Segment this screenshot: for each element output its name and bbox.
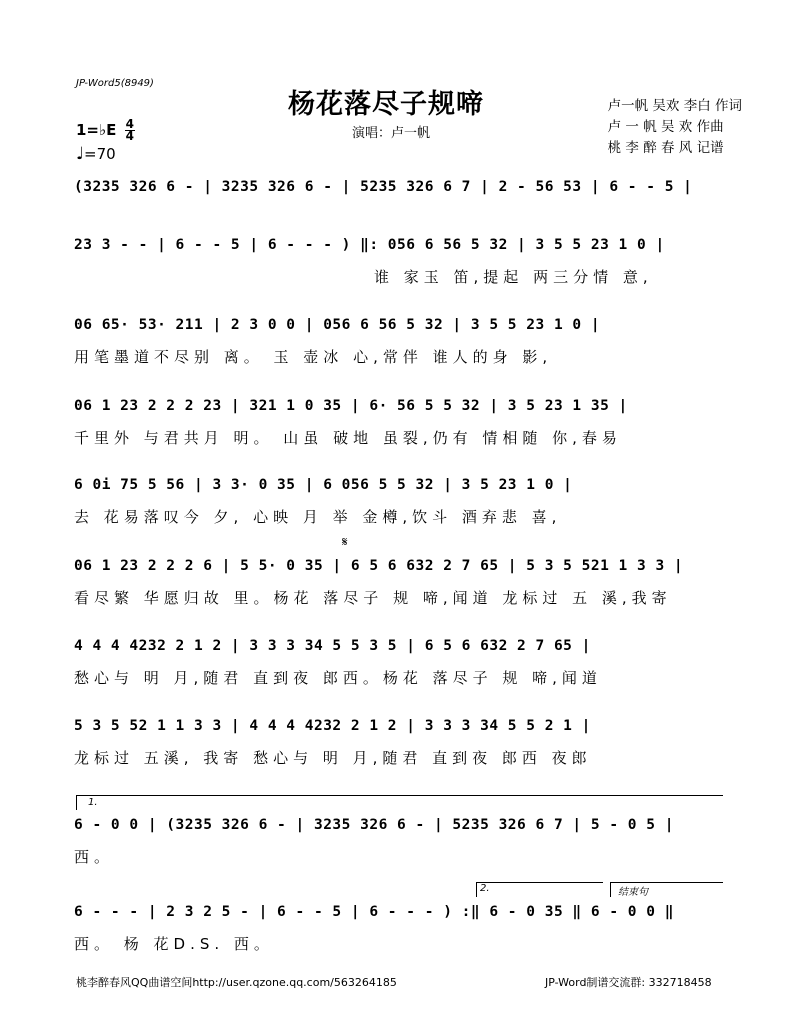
volta-2-bracket: [476, 882, 603, 897]
volta-1-bracket: [76, 795, 723, 810]
volta-1-label: 1.: [88, 797, 98, 808]
notation-line: 5 3 5 52 1 1 3 3 | 4 4 4 4232 2 1 2 | 3 3 3 34 5 5 2 1 |: [74, 718, 591, 734]
quarter-note-icon: ♩: [76, 144, 85, 164]
lyrics-line: 千里外 与君共月 明。 山虽 破地 虽裂,仍有 情相随 你,春易: [74, 429, 622, 447]
notation-line: 4 4 4 4232 2 1 2 | 3 3 3 34 5 5 3 5 | 6 5 6 632 2 7 65 |: [74, 638, 591, 654]
transcriber-credit: 桃 李 醉 春 风 记谱: [607, 140, 724, 156]
lyrics-line: 谁 家玉 笛,提起 两三分情 意,: [374, 268, 653, 286]
footer-group: JP-Word制谱交流群: 332718458: [545, 976, 712, 989]
key-prefix: 1=: [76, 121, 100, 139]
lyrics-line: 西。 杨 花D.S. 西。: [74, 935, 274, 953]
lyricist-credit: 卢一帆 吴欢 李白 作词: [607, 98, 742, 114]
lyrics-line: 看尽繁 华愿归故 里。杨花 落尽子 规 啼,闻道 龙标过 五 溪,我寄: [74, 589, 672, 607]
key-note: ♭E: [99, 121, 117, 139]
notation-line: 06 1 23 2 2 2 23 | 321 1 0 35 | 6· 56 5 5 32 | 3 5 23 1 35 |: [74, 398, 628, 414]
credits-block: [608, 96, 742, 159]
notation-line: 06 65· 53· 211 | 2 3 0 0 | 056 6 56 5 32 | 3 5 5 23 1 0 |: [74, 317, 601, 333]
tempo-marking: [76, 144, 116, 164]
notation-line: 6 - - - | 2 3 2 5 - | 6 - - 5 | 6 - - - ) :‖ 6 - 0 35 ‖ 6 - 0 0 ‖: [74, 904, 674, 920]
time-bottom: 4: [125, 129, 134, 143]
song-title: 杨花落尽子规啼: [288, 89, 484, 120]
singer-credit: 演唱：卢一帆: [352, 126, 431, 141]
software-label: JP-Word5(8949): [76, 78, 154, 89]
notation-line: 23 3 - - | 6 - - 5 | 6 - - - ) ‖: 056 6 56 5 32 | 3 5 5 23 1 0 |: [74, 237, 665, 253]
ending-label: 结束句: [618, 887, 648, 898]
tempo-value: =70: [84, 145, 116, 163]
composer-credit: 卢 一 帆 吴 欢 作曲: [607, 119, 724, 135]
time-signature: [125, 119, 135, 142]
notation-line: 6 - 0 0 | (3235 326 6 - | 3235 326 6 - | 5235 326 6 7 | 5 - 0 5 |: [74, 817, 674, 833]
notation-line: (3235 326 6 - | 3235 326 6 - | 5235 326 6 7 | 2 - 56 53 | 6 - - 5 |: [74, 179, 693, 195]
time-top: 4: [125, 117, 134, 131]
segno-sign: 𝄋: [342, 535, 348, 550]
lyrics-line: 西。: [74, 848, 115, 866]
lyrics-line: 去 花易落叹今 夕, 心映 月 举 金樽,饮斗 酒弃悲 喜,: [74, 508, 562, 526]
footer-website: 桃李醉春风QQ曲谱空间http://user.qzone.qq.com/563264185: [76, 976, 397, 989]
notation-line: 6 0i 75 5 56 | 3 3· 0 35 | 6 056 5 5 32 | 3 5 23 1 0 |: [74, 477, 573, 493]
notation-line: 06 1 23 2 2 2 6 | 5 5· 0 35 | 6 5 6 632 2 7 65 | 5 3 5 521 1 3 3 |: [74, 558, 684, 574]
lyrics-line: 用笔墨道不尽别 离。 玉 壶冰 心,常伴 谁人的身 影,: [74, 348, 553, 366]
lyrics-line: 愁心与 明 月,随君 直到夜 郎西。杨花 落尽子 规 啼,闻道: [74, 669, 602, 687]
lyrics-line: 龙标过 五溪, 我寄 愁心与 明 月,随君 直到夜 郎西 夜郎: [74, 749, 592, 767]
volta-2-label: 2.: [480, 883, 490, 894]
key-signature: [76, 119, 135, 142]
